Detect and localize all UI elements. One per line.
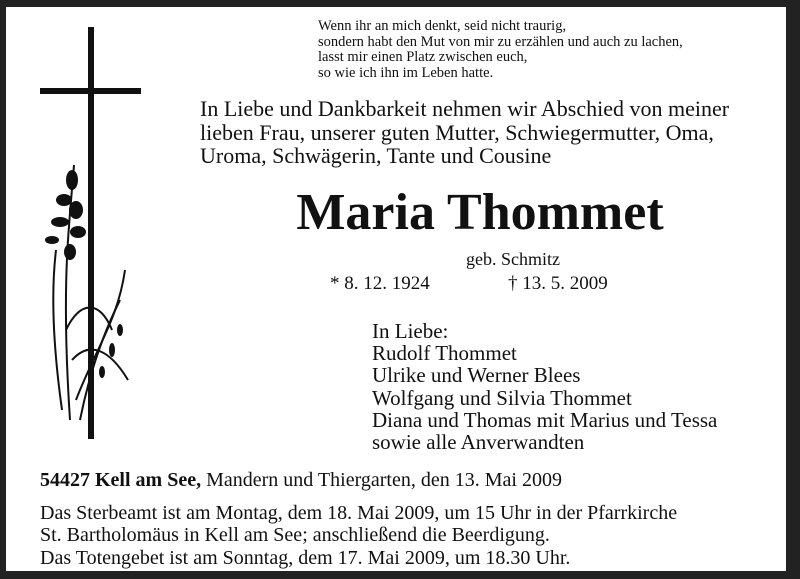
family-member: sowie alle Anverwandten xyxy=(372,430,585,455)
family-member: Wolfgang und Silvia Thommet xyxy=(372,385,632,410)
family-list xyxy=(372,320,717,453)
family-member: Rudolf Thommet xyxy=(372,341,517,366)
intro-line: In Liebe und Dankbarkeit nehmen wir Abschied von meiner xyxy=(200,96,730,121)
birth-date: * 8. 12. 1924 xyxy=(330,273,430,294)
wake-info: Das Totengebet ist am Sonntag, dem 17. Mai 2009, um 18.30 Uhr. xyxy=(40,547,571,569)
poem-line: lasst mir einen Platz zwischen euch, xyxy=(318,49,528,66)
maiden-name: geb. Schmitz xyxy=(466,249,560,269)
funeral-info xyxy=(40,503,677,546)
family-heading: In Liebe: xyxy=(372,319,449,343)
family-member: Ulrike und Werner Blees xyxy=(372,363,581,388)
funeral-line: Das Sterbeamt ist am Montag, dem 18. Mai 2009, um 15 Uhr in der Pfarrkirche xyxy=(40,502,678,524)
funeral-line: St. Bartholomäus in Kell am See; anschließend die Beerdigung. xyxy=(40,523,550,546)
poem-line: sondern habt den Mut von mir zu erzählen und auch zu lachen, xyxy=(318,33,683,50)
deceased-name: Maria Thommet xyxy=(296,184,664,241)
intro-line: lieben Frau, unserer guten Mutter, Schwiegermutter, Oma, xyxy=(200,119,714,145)
intro-text xyxy=(200,97,729,168)
poem-line: Wenn ihr an mich denkt, seid nicht traurig, xyxy=(318,18,567,34)
place-rest: Mandern und Thiergarten, den 13. Mai 2009 xyxy=(201,469,562,491)
family-member: Diana und Thomas mit Marius und Tessa xyxy=(372,407,718,432)
poem-line: so wie ich ihn im Leben hatte. xyxy=(318,64,494,81)
poem xyxy=(318,19,683,81)
place-date xyxy=(40,469,562,492)
place-bold: 54427 Kell am See, xyxy=(40,469,202,491)
death-date: † 13. 5. 2009 xyxy=(508,273,608,294)
intro-line: Uroma, Schwägerin, Tante und Cousine xyxy=(200,143,552,168)
